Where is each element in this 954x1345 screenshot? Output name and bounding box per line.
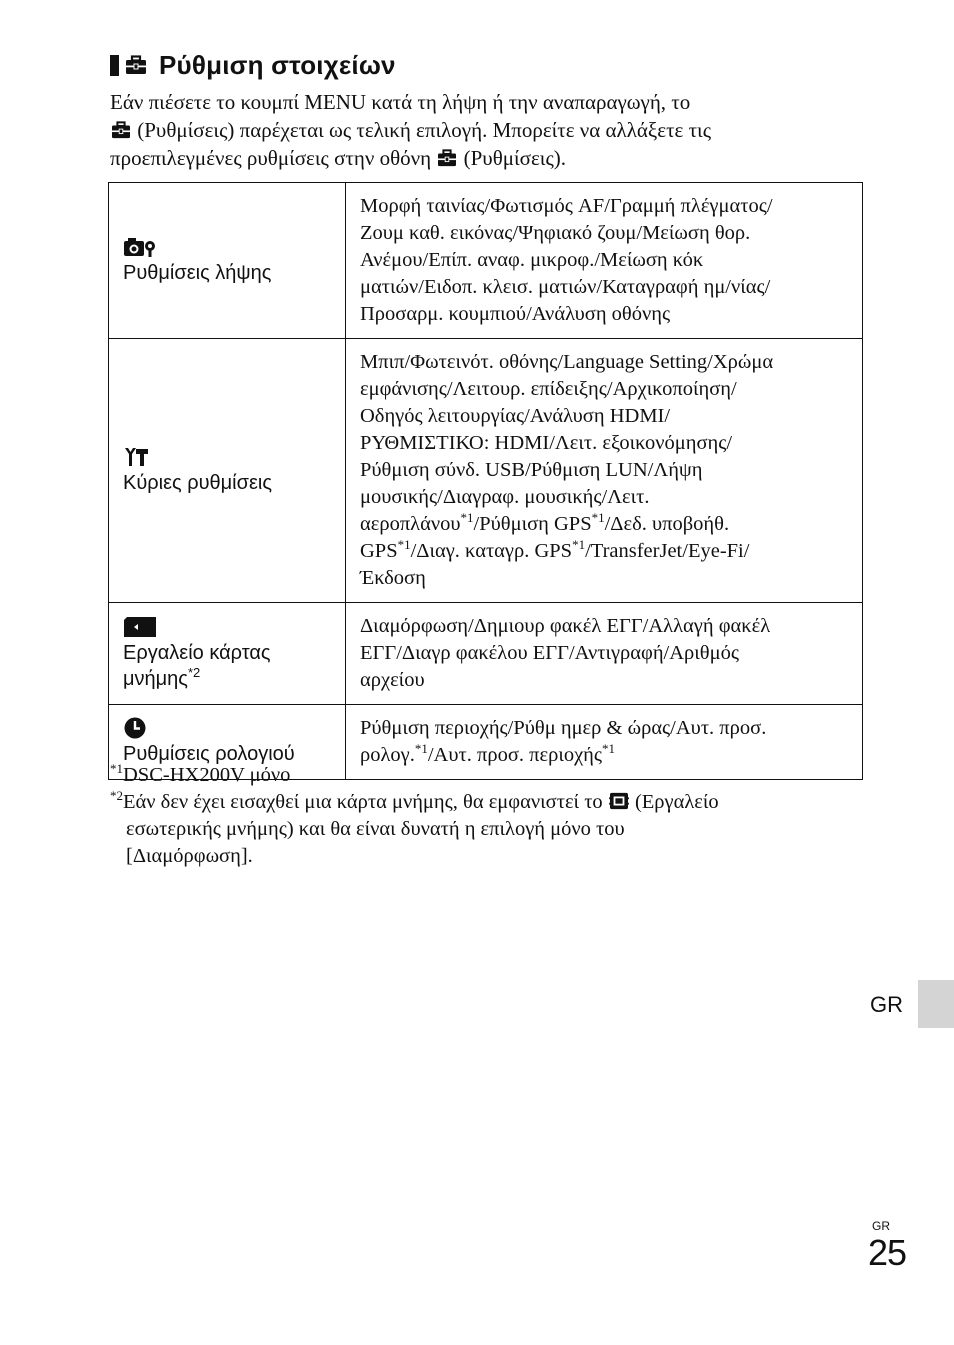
- item-line: Ανέμου/Επίπ. αναφ. μικροφ./Μείωση κόκ: [360, 249, 704, 271]
- footnote: εσωτερικής μνήμης) και θα είναι δυνατή η επιλογή μόνο του: [126, 818, 625, 840]
- table-row: [109, 603, 863, 705]
- toolbox-icon: [125, 55, 147, 75]
- footnote-mark: *2: [110, 788, 123, 803]
- heading-marker: [110, 55, 119, 76]
- item-line: ρολογ.$^{*1}$/Αυτ. προσ. περιοχής$^{*1}$: [360, 741, 616, 766]
- items-cell: [346, 603, 863, 705]
- footnote-ref: *1: [591, 510, 605, 525]
- item-line: μουσικής/Διαγραφ. μουσικής/Λειτ.: [360, 486, 650, 508]
- toolbox-icon: [110, 121, 132, 139]
- item-line: ματιών/Ειδοπ. κλεισ. ματιών/Καταγραφή ημ/νίας/: [360, 276, 771, 298]
- intro-paragraph: [110, 88, 870, 172]
- item-line: Μπιπ/Φωτεινότ. οθόνης/Language Setting/Χρώμα: [360, 351, 774, 373]
- intro-line: προεπιλεγμένες ρυθμίσεις στην οθόνη (Ρυθμίσεις).: [110, 146, 567, 170]
- item-line: ΡΥΘΜΙΣΤΙΚΟ: HDMI/Λειτ. εξοικονόμησης/: [360, 432, 733, 454]
- language-side-tab: [918, 980, 954, 1028]
- item-line: GPS$^{*1}$/Διαγ. καταγρ. GPS$^{*1}$/TransferJet/Eye-Fi/: [360, 537, 750, 562]
- page-language: GR: [872, 1219, 890, 1233]
- memory-card-tool-icon: [123, 616, 157, 638]
- item-line: ΕΓΓ/Διαγρ φακέλου ΕΓΓ/Αντιγραφή/Αριθμός: [360, 642, 739, 664]
- footnote-ref: *1: [602, 741, 616, 756]
- footnote-ref: *1: [460, 510, 474, 525]
- footnote-ref: *1: [414, 741, 428, 756]
- item-line: Έκδοση: [360, 567, 426, 589]
- camera-settings-icon: [123, 236, 157, 258]
- footnote: $^{*1}$DSC-HX200V μόνο: [110, 761, 291, 786]
- item-line: Προσαρμ. κουμπιού/Ανάλυση οθόνης: [360, 303, 671, 325]
- intro-line: Εάν πιέσετε το κουμπί MENU κατά τη λήψη ή την αναπαραγωγή, το: [110, 90, 691, 114]
- item-line: Οδηγός λειτουργίας/Ανάλυση HDMI/: [360, 405, 671, 427]
- footnote-ref: *1: [572, 537, 586, 552]
- footnote-mark: *1: [110, 761, 123, 776]
- category-label: Ρυθμίσεις λήψης: [123, 261, 272, 284]
- item-line: αεροπλάνου$^{*1}$/Ρύθμιση GPS$^{*1}$/Δεδ. υποβοήθ.: [360, 510, 730, 535]
- item-line: Ρύθμιση σύνδ. USB/Ρύθμιση LUN/Λήψη: [360, 459, 703, 481]
- item-line: Ζουμ καθ. εικόνας/Ψηφιακό ζουμ/Μείωση θορ.: [360, 222, 751, 244]
- page-number: 25: [868, 1232, 907, 1273]
- category-cell: [109, 339, 346, 603]
- table-row: [109, 339, 863, 603]
- item-line: εμφάνισης/Λειτουρ. επίδειξης/Αρχικοποίηση/: [360, 378, 737, 400]
- settings-table: [108, 182, 863, 780]
- language-label: GR: [870, 992, 903, 1017]
- items-cell: [346, 339, 863, 603]
- footnotes: [110, 762, 870, 870]
- intro-line: (Ρυθμίσεις) παρέχεται ως τελική επιλογή. Μπορείτε να αλλάξετε τις: [110, 116, 870, 144]
- item-line: αρχείου: [360, 669, 425, 691]
- items-cell: [346, 183, 863, 339]
- item-line: Μορφή ταινίας/Φωτισμός AF/Γραμμή πλέγματος/: [360, 195, 773, 217]
- category-cell: [109, 603, 346, 705]
- category-cell: [109, 183, 346, 339]
- internal-memory-tool-icon: [608, 792, 630, 810]
- page-title: Ρύθμιση στοιχείων: [159, 49, 396, 80]
- footnote-ref: *2: [187, 664, 201, 680]
- category-label: Κύριες ρυθμίσεις: [123, 471, 272, 494]
- main-settings-icon: [123, 446, 149, 468]
- category-label: Ρυθμίσεις ρολογιού: [123, 743, 295, 765]
- section-heading: [110, 48, 396, 82]
- footnote: $^{*2}$Εάν δεν έχει εισαχθεί μια κάρτα μνήμης, θα εμφανιστεί το (Εργαλείο: [110, 788, 719, 813]
- footnote: [Διαμόρφωση].: [126, 845, 253, 867]
- toolbox-icon: [436, 149, 458, 167]
- footnote-ref: *1: [397, 537, 411, 552]
- category-label: Εργαλείο κάρτας μνήμης$^{*2}$: [123, 641, 271, 690]
- item-line: Διαμόρφωση/Δημιουρ φακέλ ΕΓΓ/Αλλαγή φακέλ: [360, 615, 771, 637]
- clock-icon: [123, 717, 149, 739]
- item-line: Ρύθμιση περιοχής/Ρύθμ ημερ & ώρας/Αυτ. προσ.: [360, 717, 767, 739]
- table-row: [109, 183, 863, 339]
